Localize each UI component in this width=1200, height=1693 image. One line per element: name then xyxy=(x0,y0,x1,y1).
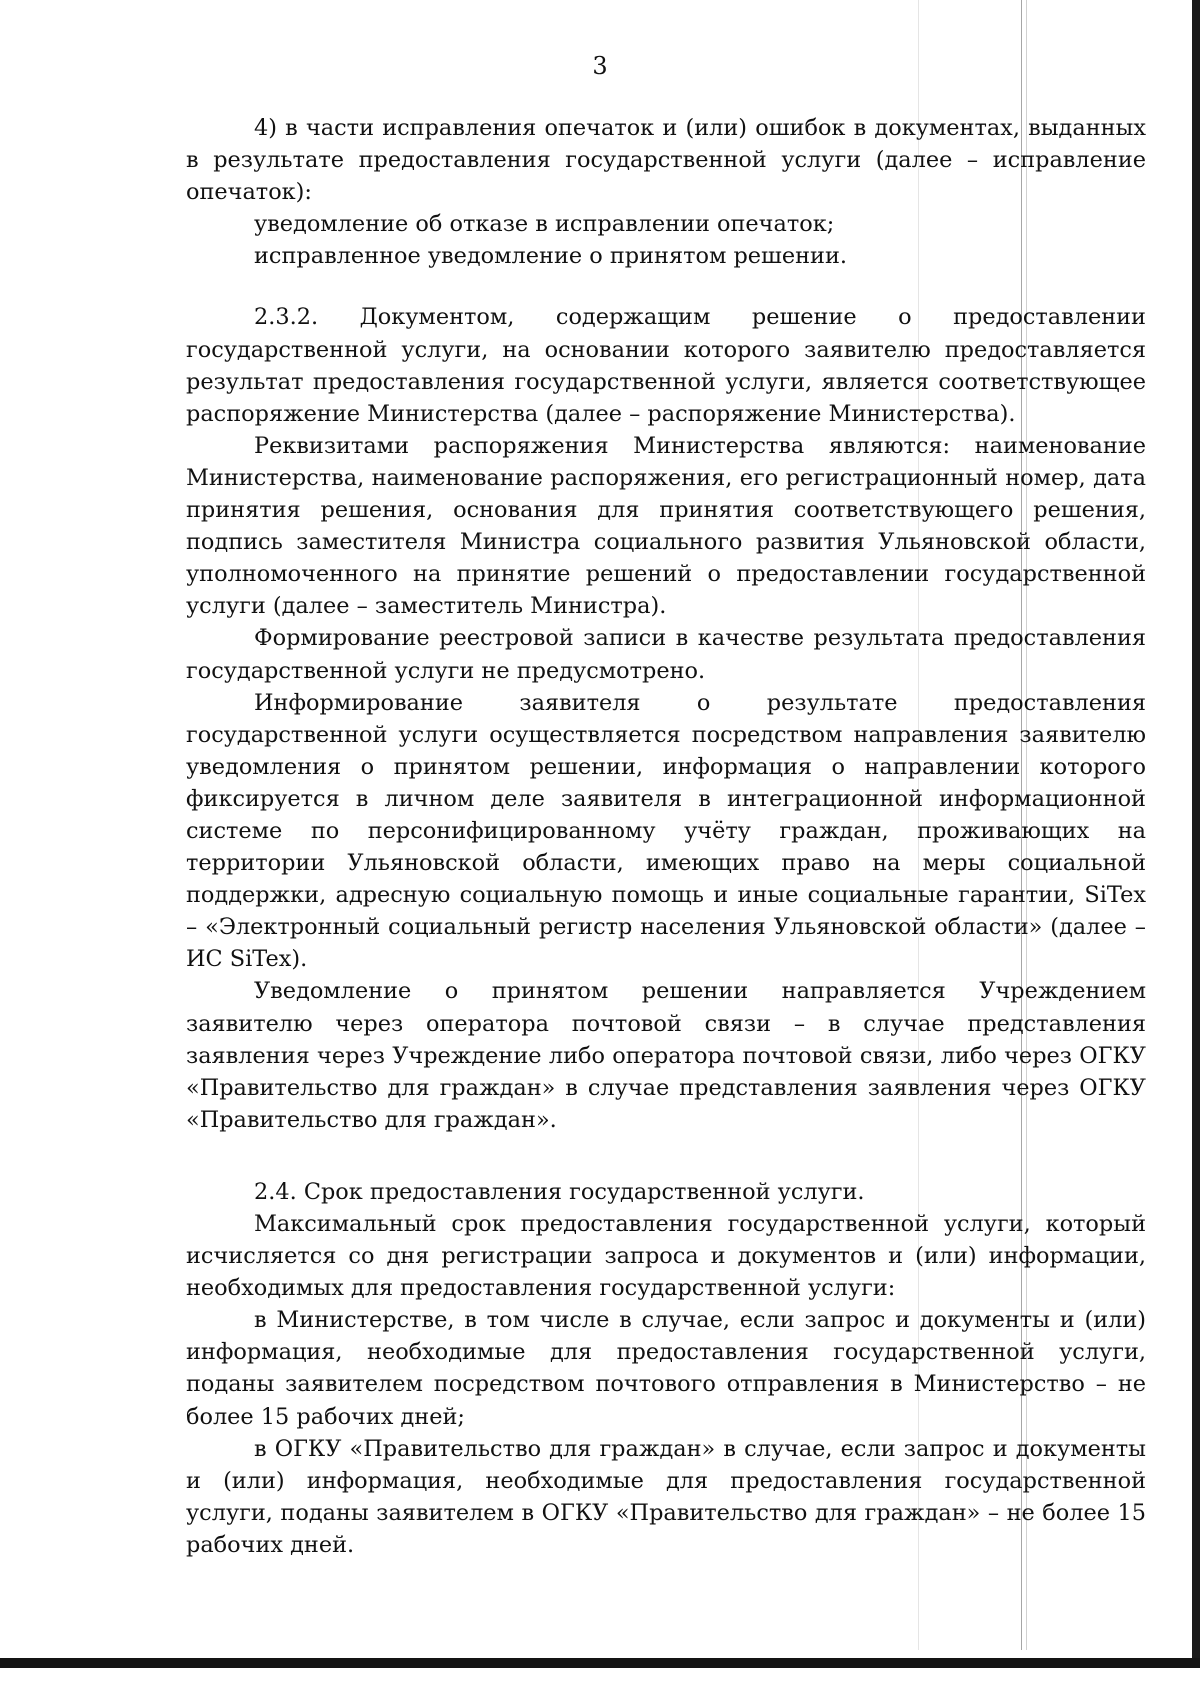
scan-edge-bottom xyxy=(0,1658,1200,1668)
paragraph-refusal-notice: уведомление об отказе в исправлении опечаток; xyxy=(254,211,835,238)
paragraph-order-details: Реквизитами распоряжения Министерства являются: наименование Министерства, наименование распоряжения, его регистрационный номер, дата принятия решения, основания для принятия соответствующего решения, подпись заместителя Министра социального развития Ульяновской области, уполномоченного на принятие решений о предоставлении государственной услуги (далее – заместитель Министра). xyxy=(186,432,1146,620)
scan-edge-right xyxy=(1192,0,1200,1668)
paragraph-notice-delivery: Уведомление о принятом решении направляется Учреждением заявителю через оператора почтовой связи – в случае представления заявления через Учреждение либо оператора почтовой связи, либо через ОГКУ «Правительство для граждан» в случае представления заявления через ОГКУ «Правительство для граждан». xyxy=(186,978,1146,1133)
paragraph-max-term: Максимальный срок предоставления государственной услуги, который исчисляется со дня регистрации запроса и документов и (или) информации, необходимых для предоставления государственной услуги: xyxy=(186,1211,1146,1302)
paragraph-corrected-notice: исправленное уведомление о принятом решении. xyxy=(254,243,848,270)
section-heading-2-4: 2.4. Срок предоставления государственной услуги. xyxy=(254,1178,865,1205)
paragraph-registry-record: Формирование реестровой записи в качестве результата предоставления государственной услуги не предусмотрено. xyxy=(186,625,1146,684)
paragraph-ministry-term: в Министерстве, в том числе в случае, если запрос и документы и (или) информация, необходимые для предоставления государственной услуги, поданы заявителем посредством почтового отправления в Министерство – не более 15 рабочих дней; xyxy=(186,1307,1146,1430)
paragraph-2-3-2: 2.3.2. Документом, содержащим решение о предоставлении государственной услуги, на основании которого заявителю предоставляется результат предоставления государственной услуги, является соответствующее распоряжение Министерства (далее – распоряжение Министерства). xyxy=(186,304,1146,427)
document-body xyxy=(186,112,1146,1561)
paragraph-informing: Информирование заявителя о результате предоставления государственной услуги осуществляется посредством направления заявителю уведомления о принятом решении, информация о направлении которого фиксируется в личном деле заявителя в интеграционной информационной системе по персонифицированному учёту граждан, проживающих на территории Ульяновской области, имеющих право на меры социальной поддержки, адресную социальную помощь и иные социальные гарантии, SiTex – «Электронный социальный регистр населения Ульяновской области» (далее – ИС SiTex). xyxy=(186,689,1146,973)
paragraph-ogku-term: в ОГКУ «Правительство для граждан» в случае, если запрос и документы и (или) информация, необходимые для предоставления государственной услуги, поданы заявителем в ОГКУ «Правительство для граждан» – не более 15 рабочих дней. xyxy=(186,1435,1146,1558)
page-number: 3 xyxy=(592,52,608,80)
paragraph-item-4: 4) в части исправления опечаток и (или) ошибок в документах, выданных в результате предоставления государственной услуги (далее – исправление опечаток): xyxy=(186,115,1146,206)
